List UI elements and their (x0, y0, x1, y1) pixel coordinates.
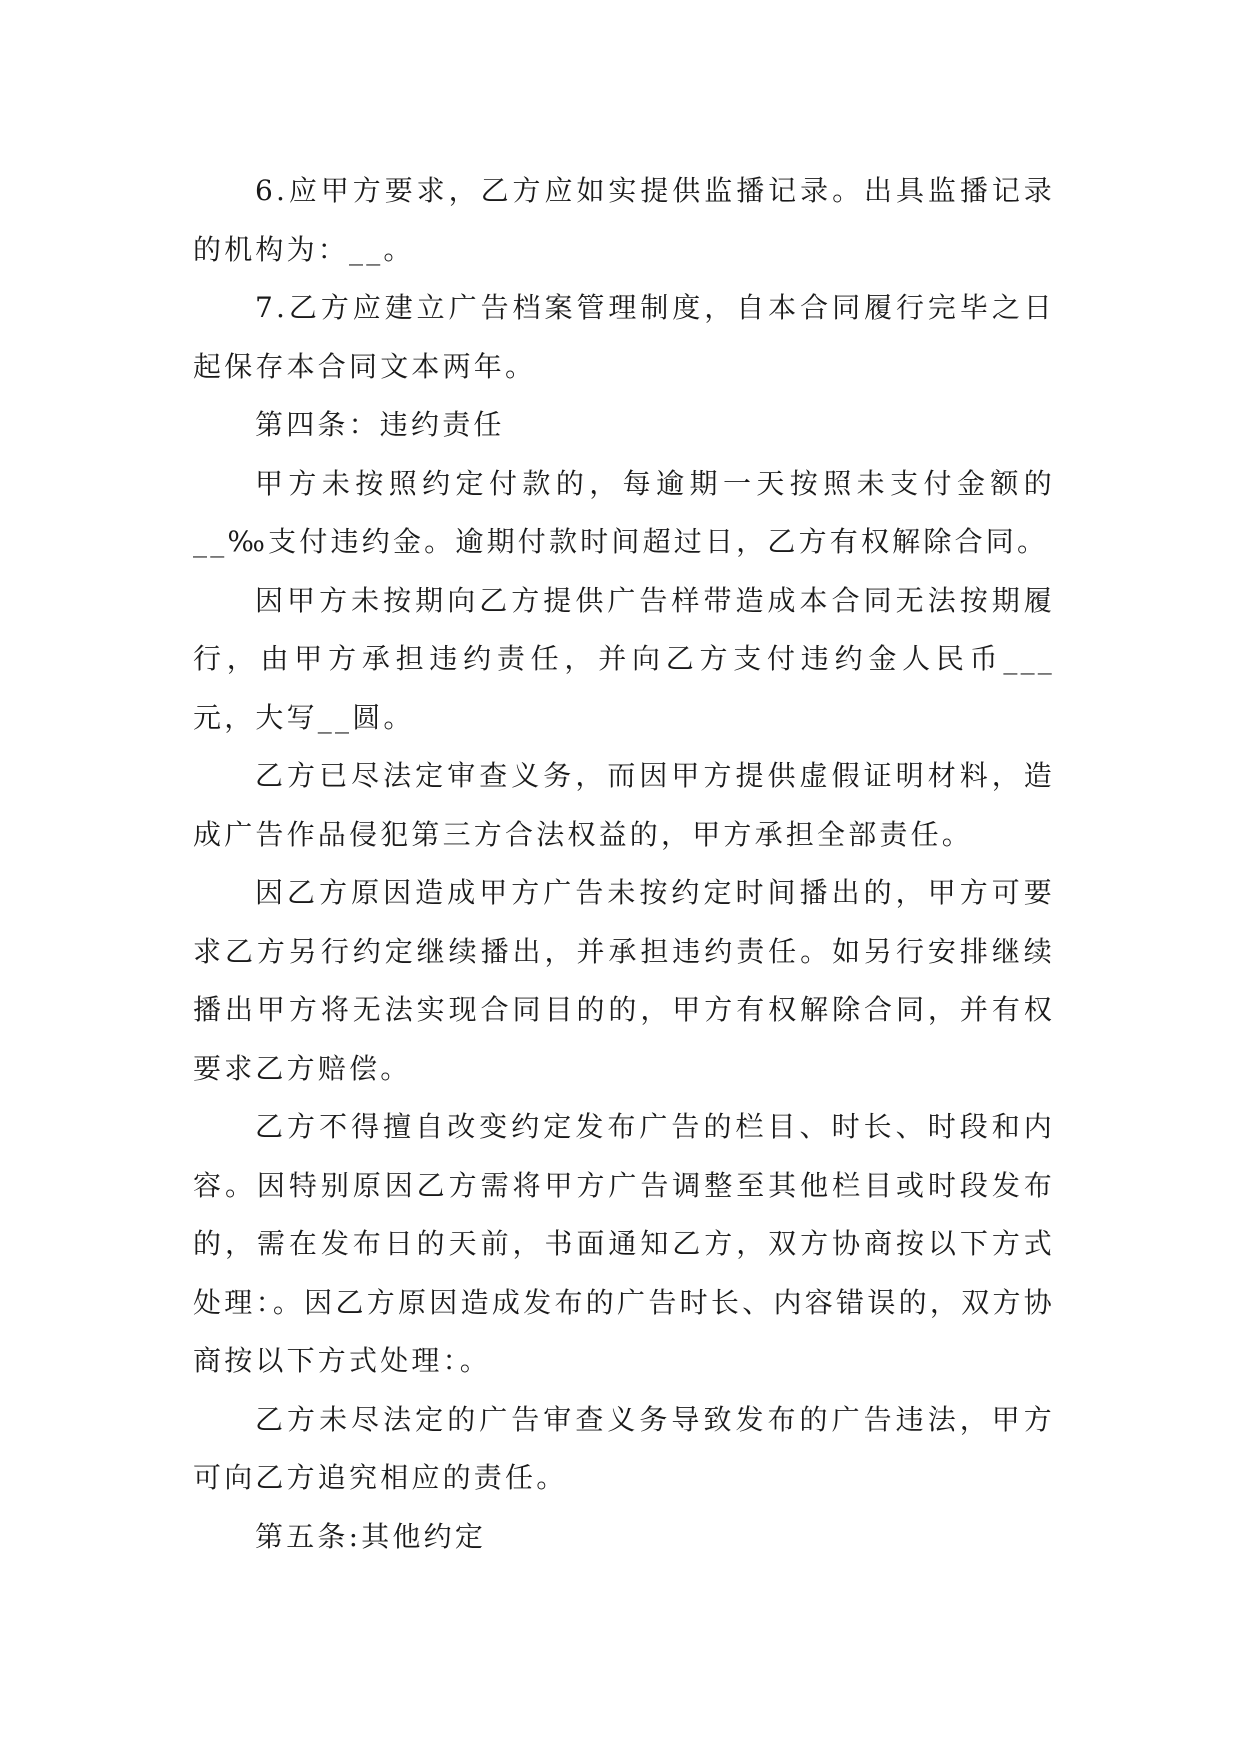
content-change-paragraph: 乙方不得擅自改变约定发布广告的栏目、时长、时段和内容。因特别原因乙方需将甲方广告调整至其他栏目或时段发布的，需在发布日的天前，书面通知乙方，双方协商按以下方式处理：。因乙方原因造成发布的广告时长、内容错误的，双方协商按以下方式处理：。 (193, 1110, 1055, 1377)
article-5-heading: 第五条:其他约定 (255, 1519, 487, 1553)
late-payment-paragraph: 甲方未按照约定付款的，每逾期一天按照未支付金额的__‰支付违约金。逾期付款时间超过日，乙方有权解除合同。 (193, 466, 1055, 558)
clause-6-paragraph: 6.应甲方要求，乙方应如实提供监播记录。出具监播记录的机构为：__。 (193, 174, 1055, 266)
review-duty-paragraph: 乙方未尽法定的广告审查义务导致发布的广告违法，甲方可向乙方追究相应的责任。 (193, 1402, 1055, 1494)
broadcast-delay-paragraph: 因乙方原因造成甲方广告未按约定时间播出的，甲方可要求乙方另行约定继续播出，并承担违约责任。如另行安排继续播出甲方将无法实现合同目的的，甲方有权解除合同，并有权要求乙方赔偿。 (193, 876, 1055, 1085)
sample-tape-paragraph: 因甲方未按期向乙方提供广告样带造成本合同无法按期履行，由甲方承担违约责任，并向乙方支付违约金人民币___元，大写__圆。 (193, 583, 1055, 734)
article-4-heading: 第四条：违约责任 (255, 408, 505, 441)
false-materials-paragraph: 乙方已尽法定审查义务，而因甲方提供虚假证明材料，造成广告作品侵犯第三方合法权益的，甲方承担全部责任。 (193, 759, 1055, 851)
clause-7-paragraph: 7.乙方应建立广告档案管理制度，自本合同履行完毕之日起保存本合同文本两年。 (193, 291, 1055, 383)
document-body (193, 162, 1055, 1566)
